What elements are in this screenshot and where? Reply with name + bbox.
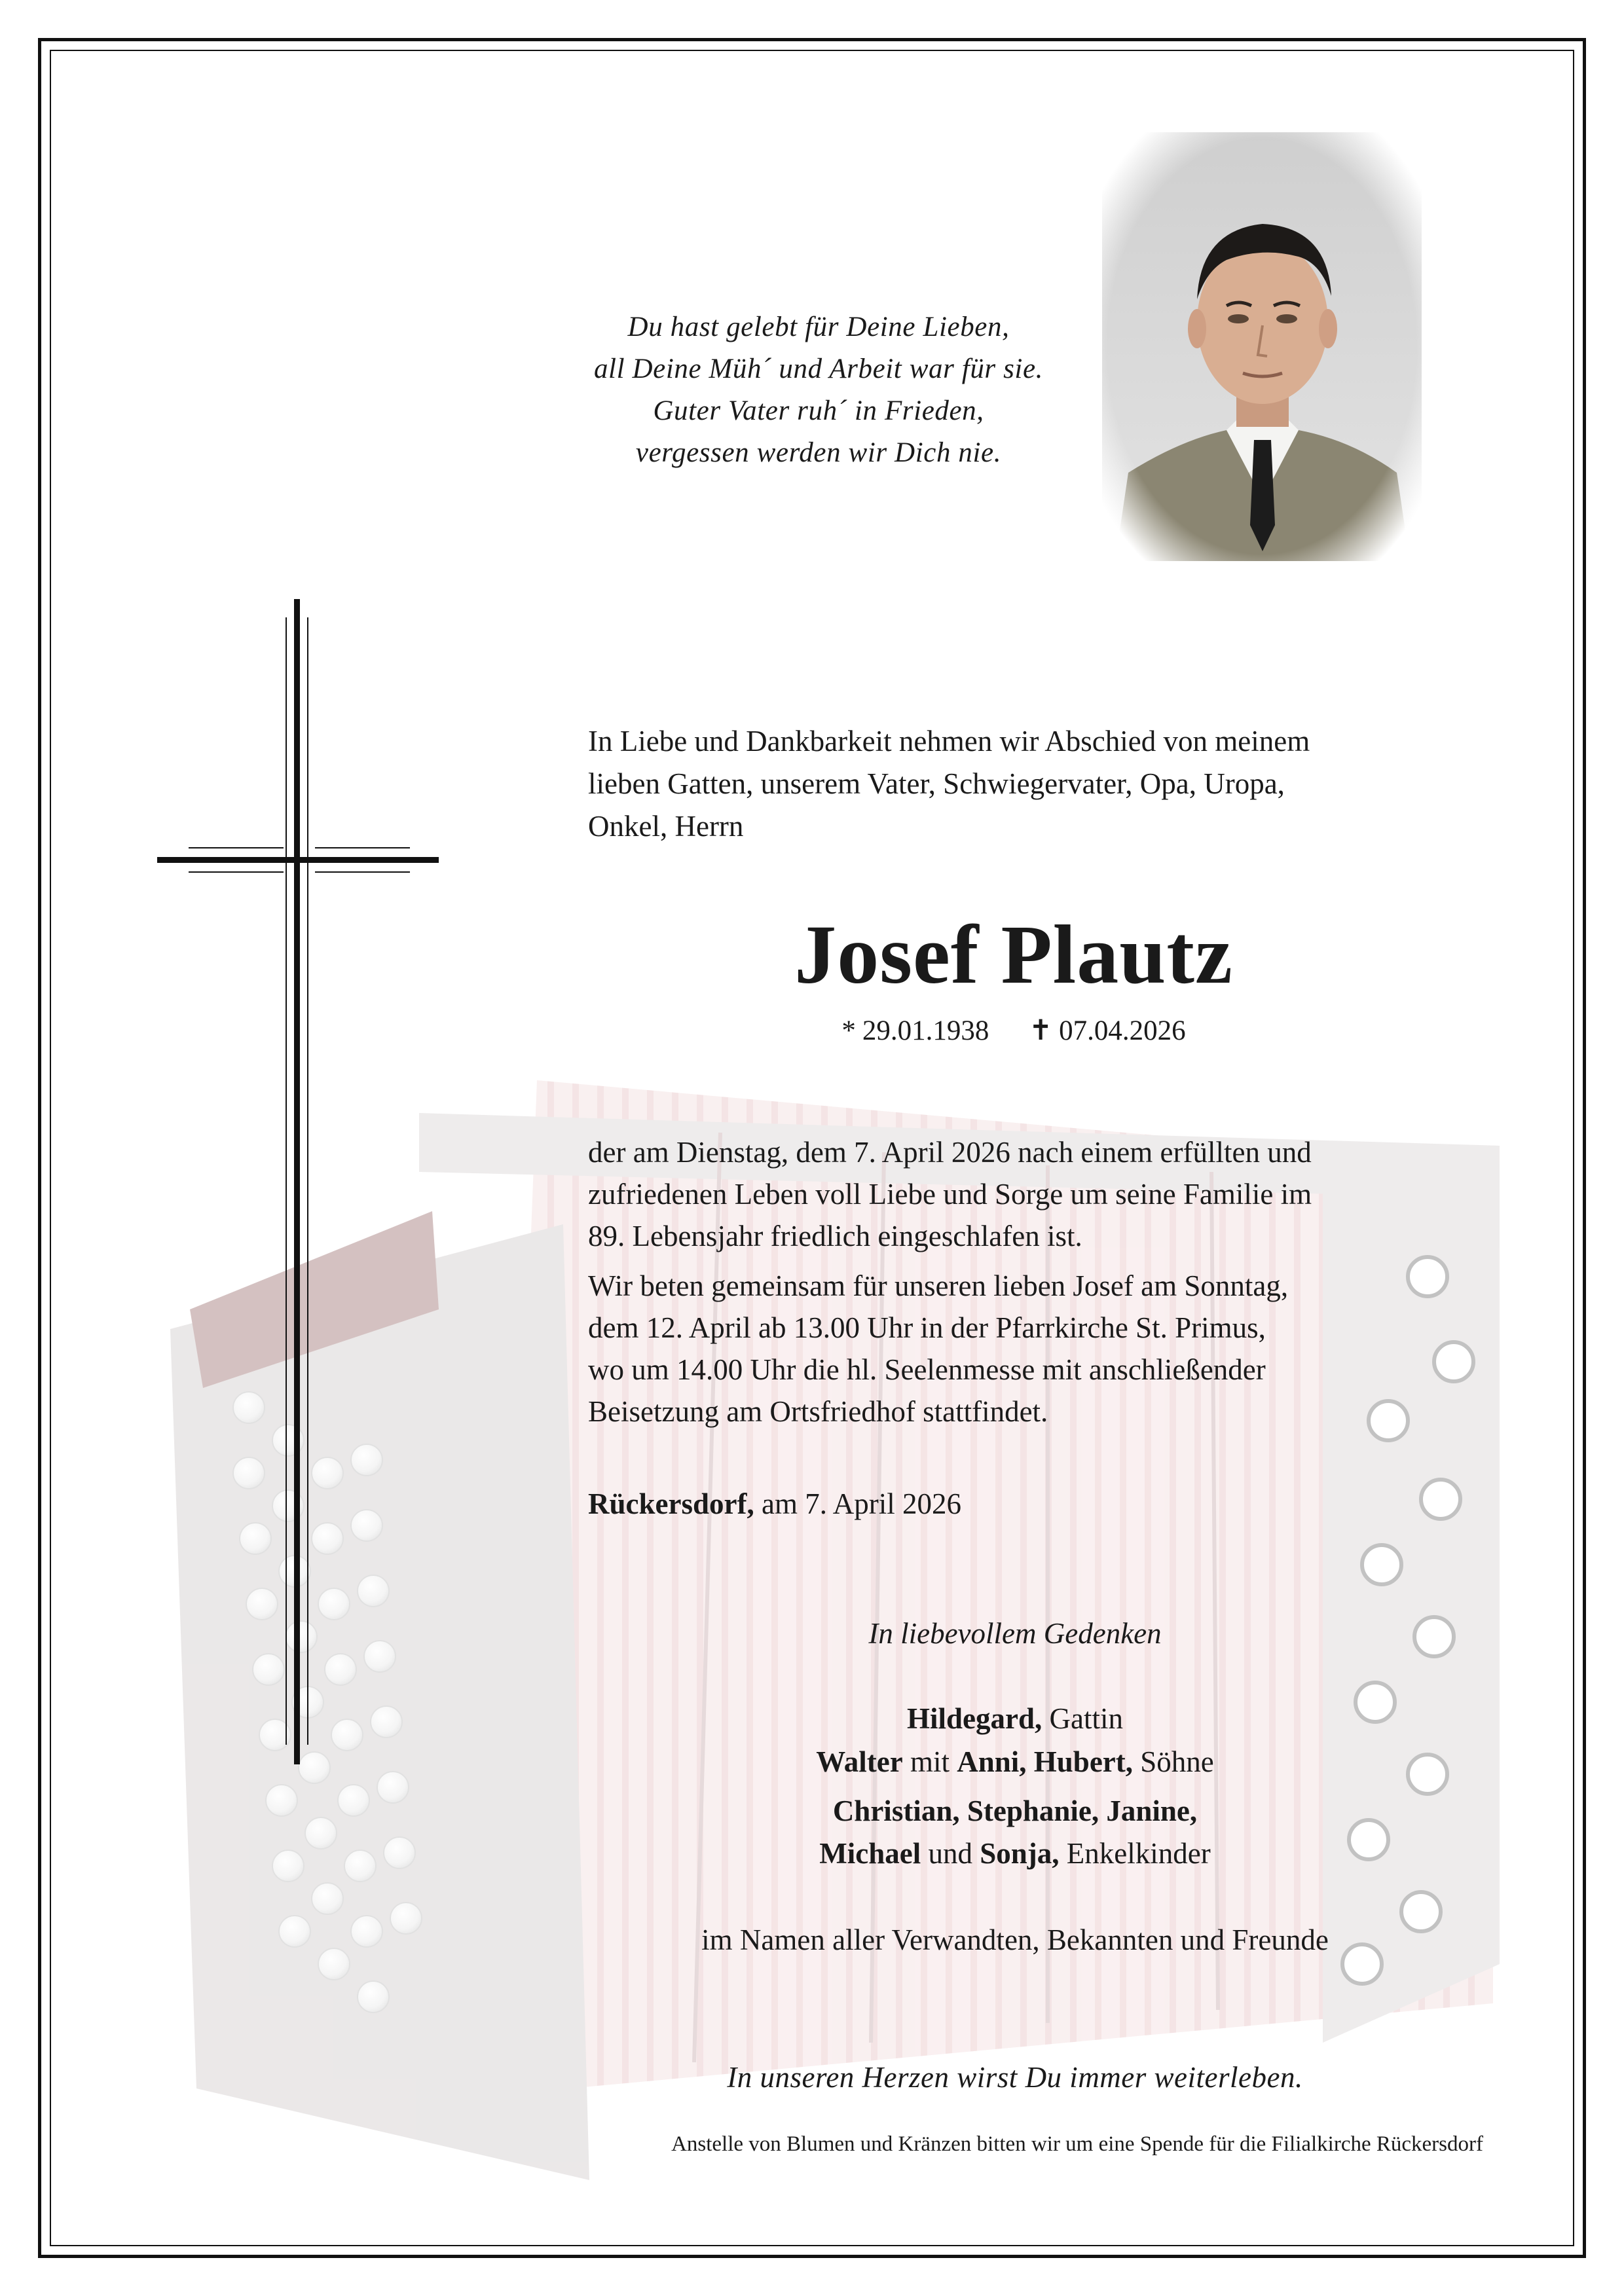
- death-cross-icon: ✝: [1029, 1015, 1053, 1046]
- birth-symbol: *: [841, 1015, 856, 1046]
- place-date-line: [588, 1483, 961, 1525]
- connector-word: und: [928, 1837, 972, 1870]
- notice-date: am 7. April 2026: [761, 1487, 961, 1520]
- mourner-name: Hildegard,: [907, 1702, 1043, 1735]
- paragraph-line: zufriedenen Leben voll Liebe und Sorge um seine Familie im: [588, 1178, 1312, 1211]
- mourner-name: Christian, Stephanie, Janine,: [832, 1795, 1198, 1827]
- mourner-name: Sonja,: [980, 1837, 1060, 1870]
- mourner-name: Michael: [819, 1837, 921, 1870]
- donation-footnote: Anstelle von Blumen und Kränzen bitten wir um eine Spende für die Filialkirche Rückersdorf: [671, 2132, 1483, 2156]
- mourner-role: Enkelkinder: [1066, 1837, 1211, 1870]
- intro-line: Onkel, Herrn: [588, 810, 744, 843]
- mourner-role: Gattin: [1049, 1702, 1123, 1735]
- mourner-line-grandchildren-2: [511, 1832, 1519, 1875]
- paragraph-line: der am Dienstag, dem 7. April 2026 nach einem erfüllten und: [588, 1136, 1312, 1169]
- intro-line: lieben Gatten, unserem Vater, Schwiegervater, Opa, Uropa,: [588, 767, 1285, 800]
- paragraph-line: 89. Lebensjahr friedlich eingeschlafen ist.: [588, 1220, 1082, 1252]
- paragraph-line: Beisetzung am Ortsfriedhof stattfindet.: [588, 1395, 1048, 1428]
- deceased-name: Josef Plautz: [794, 908, 1233, 1001]
- mourner-line-spouse: [511, 1697, 1519, 1740]
- verse-line: Du hast gelebt für Deine Lieben,: [627, 312, 1010, 342]
- death-notice-paragraph: [588, 1131, 1466, 1257]
- paragraph-line: dem 12. April ab 13.00 Uhr in der Pfarrkirche St. Primus,: [588, 1311, 1266, 1344]
- intro-line: In Liebe und Dankbarkeit nehmen wir Abschied von meinem: [588, 725, 1310, 757]
- paragraph-line: Wir beten gemeinsam für unseren lieben Josef am Sonntag,: [588, 1269, 1289, 1302]
- mourner-name: Anni, Hubert,: [957, 1745, 1133, 1778]
- paragraph-line: wo um 14.00 Uhr die hl. Seelenmesse mit anschließender: [588, 1353, 1266, 1386]
- death-date: 07.04.2026: [1059, 1015, 1186, 1046]
- verse-line: Guter Vater ruh´ in Frieden,: [653, 395, 984, 426]
- intro-text: [588, 720, 1439, 848]
- town-name: Rückersdorf,: [588, 1487, 754, 1520]
- mourner-name: Walter: [816, 1745, 903, 1778]
- birth-date: 29.01.1938: [862, 1015, 989, 1046]
- relatives-line: im Namen aller Verwandten, Bekannten und Freunde: [701, 1923, 1329, 1956]
- portrait-photo: [1102, 132, 1422, 561]
- cross-symbol: [157, 599, 445, 1764]
- closing-line: In unseren Herzen wirst Du immer weiterleben.: [727, 2061, 1303, 2094]
- memorial-verse: [511, 306, 1126, 474]
- life-dates: [588, 1011, 1439, 1051]
- funeral-details-paragraph: [588, 1265, 1466, 1432]
- verse-line: all Deine Müh´ und Arbeit war für sie.: [593, 354, 1044, 384]
- mourner-line-grandchildren-1: [511, 1789, 1519, 1832]
- verse-line: vergessen werden wir Dich nie.: [635, 437, 1002, 468]
- mourner-role: Söhne: [1140, 1745, 1214, 1778]
- mourner-line-sons: [511, 1740, 1519, 1783]
- connector-word: mit: [910, 1745, 950, 1778]
- memory-line: In liebevollem Gedenken: [868, 1617, 1162, 1650]
